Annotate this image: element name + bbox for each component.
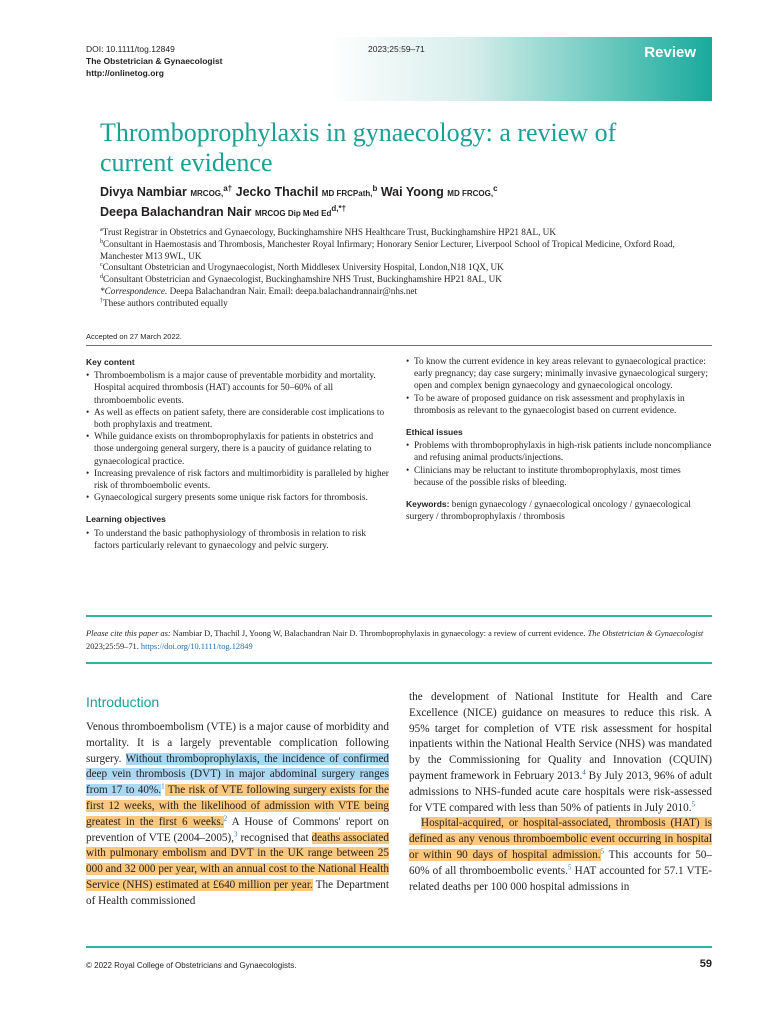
reference-link[interactable]: 3 <box>234 829 238 838</box>
page-number: 59 <box>699 958 712 970</box>
footer-rule <box>86 946 712 948</box>
body-column-2: the development of National Institute for Health and Care Excellence (NICE) guidance on measures to reduce this risk. A 95% target for completion of VTE risk assessment for hospital inpatients within the National Health Service (NHS) was mandated by the Commissioning for Quality and Innovation (CQUIN) payment framework in February 2013.$^4$ By July 2013, 96% of adult admissions to NHS-funded acute care hospitals were risk-assessed for VTE compared with less than 50% of patients in July 2010.$^5$ Hospital-acquired, or hospital-associated, thrombosis (HAT) is defined as any venous thromboembolic event occurring in hospital or within 90 days of hospital admission.$^5$ This accounts for 50–60% of all thromboembolic events.$^5$ HAT accounted for 57.1 VTE-related deaths per 100 000 hospital admissions in <box>409 691 713 893</box>
correspondence: *Correspondence. Deepa Balachandran Nair. Email: deepa.balachandrannair@nhs.net <box>100 285 418 296</box>
journal-name: The Obstetrician & Gynaecologist <box>86 56 223 66</box>
doi-line: DOI: 10.1111/tog.12849 <box>86 44 175 54</box>
list-item: • Problems with thromboprophylaxis in high-risk patients include noncompliance and refusing animal products/injections. <box>406 440 712 464</box>
key-content-heading: Key content <box>86 357 135 367</box>
journal-url[interactable]: http://onlinetog.org <box>86 68 164 78</box>
keywords: Keywords: benign gynaecology / gynaecological oncology / gynaecological surgery / thromboprophylaxis / thrombosis <box>406 499 691 523</box>
learning-objectives-list-cont <box>406 356 712 417</box>
reference-link[interactable]: 5 <box>567 863 572 872</box>
author-name: Deepa Balachandran Nair <box>100 205 252 219</box>
key-content-list <box>86 370 390 504</box>
affiliation-d: $^d$Consultant Obstetrician and Gynaecologist, Buckinghamshire NHS Trust, Buckinghamshire HP21 8AL, UK <box>100 274 502 285</box>
copyright: © 2022 Royal College of Obstetricians and Gynaecologists. <box>86 961 297 970</box>
body-column-1: Venous thromboembolism (VTE) is a major cause of morbidity and mortality. It is a largely preventable complication following surgery. Without thromboprophylaxis, the incidence of confirmed deep vein thrombosis (DVT) in major abdominal surgery ranges from 17 to 40%.$^1$ The risk of VTE following surgery exists for the first 12 weeks, with the likelihood of admission with VTE being greatest in the first 6 weeks.$^2$ A House of Commons' report on prevention of VTE (2004–2005),$^3$ recognised that deaths associated with pulmonary embolism and DVT in the UK range between 25 000 and 32 000 per year, with an annual cost to the National Health Service (NHS) estimated at £640 million per year. The Department of Health commissioned <box>86 721 389 907</box>
volume-info: 2023;25:59–71 <box>368 44 425 54</box>
section-heading-introduction: Introduction <box>86 694 160 710</box>
ethical-issues-heading: Ethical issues <box>406 427 463 438</box>
learning-objectives-list <box>86 528 390 552</box>
list-item: • To know the current evidence in key areas relevant to gynaecological practice: early pregnancy; day case surgery; minimally invasive gynaecological surgery; open and complex benign gynaecology and gynaecological oncology. <box>406 356 712 393</box>
article-title: Thromboprophylaxis in gynaecology: a review of current evidence <box>100 118 617 177</box>
list-item: • To be aware of proposed guidance on risk assessment and prophylaxis in thrombosis as relevant to the gynaecologist based on current evidence. <box>406 393 712 417</box>
doi-link[interactable]: https://doi.org/10.1111/tog.12849 <box>140 641 253 651</box>
key-content-box <box>86 356 390 552</box>
list-item: • Clinicians may be reluctant to institute thromboprophylaxis, most times because of the possible risks of bleeding. <box>406 465 712 489</box>
reference-link[interactable]: 2 <box>223 814 228 823</box>
ethical-issues-list <box>406 440 712 489</box>
reference-link[interactable]: 5 <box>691 799 696 808</box>
list-item: • Gynaecological surgery presents some unique risk factors for thrombosis. <box>86 492 390 504</box>
affiliations <box>100 227 712 310</box>
reference-link[interactable]: 1 <box>161 782 165 791</box>
highlight-orange: deaths associated with pulmonary embolism and DVT in the UK range between 25 000 and 32 000 per year, with an annual cost to the National Health Service (NHS) estimated at £640 million per year. <box>86 831 389 891</box>
reference-link[interactable]: 4 <box>582 768 586 777</box>
author-name: Divya Nambiar <box>100 185 187 199</box>
author-list: Divya Nambiar MRCOG,$^{a\dagger}$ Jecko Thachil MD FRCPath,$^b$ Wai Yoong MD FRCOG,$^c$ Deepa Balachandran Nair MRCOG Dip Med $Ed^{d,*\dagger}$ <box>100 183 498 219</box>
list-item: • To understand the basic pathophysiology of thrombosis in relation to risk factors particularly relevant to gynaecology and pelvic surgery. <box>86 528 390 552</box>
highlight-blue: Without thromboprophylaxis, the incidence of confirmed deep vein thrombosis (DVT) in major abdominal surgery ranges from 17 to 40%. <box>86 752 389 797</box>
list-item: • Thromboembolism is a major cause of preventable morbidity and mortality. Hospital acquired thrombosis (HAT) accounts for 50–60% of all thromboembolic events. <box>86 370 390 407</box>
divider-teal <box>86 615 712 617</box>
reference-link[interactable]: 5 <box>600 847 605 856</box>
learning-objectives-heading: Learning objectives <box>86 514 166 525</box>
affiliation-b: $^b$Consultant in Haemostasis and Thrombosis, Manchester Royal Infirmary; Honorary Senior Lecturer, Liverpool School of Tropical Medicine, Oxford Road, Manchester M13 9WL, UK <box>100 238 675 261</box>
highlight-orange: Hospital-acquired, or hospital-associated, thrombosis (HAT) is defined as any venous thromboembolic event occurring in hospital or within 90 days of hospital admission. <box>409 817 712 861</box>
equal-contribution-note: †These authors contributed equally <box>100 297 228 308</box>
affiliation-c: $^c$Consultant Obstetrician and Urogynaecologist, North Middlesex University Hospital, London,N18 1QX, UK <box>100 262 504 273</box>
author-name: Wai Yoong <box>380 185 444 199</box>
divider <box>86 345 712 346</box>
list-item: • As well as effects on patient safety, there are considerable cost implications to both prophylaxis and treatment. <box>86 407 390 431</box>
list-item: • Increasing prevalence of risk factors and multimorbidity is paralleled by higher risk of thromboembolic events. <box>86 468 390 492</box>
citation: Please cite this paper as: Nambiar D, Thachil J, Yoong W, Balachandran Nair D. Thromboprophylaxis in gynaecology: a review of current evidence. The Obstetrician & Gynaecologist 2023;25:59–71. https://doi.org/10.1111/tog.12849 <box>86 629 704 651</box>
section-label: Review <box>644 44 696 61</box>
highlight-orange: The risk of VTE following surgery exists for the first 12 weeks, with the likelihood of admission with VTE being greatest in the first 6 weeks. <box>86 784 389 828</box>
list-item: • While guidance exists on thromboprophylaxis for patients in obstetrics and those undergoing general surgery, there is a paucity of guidance relating to gynaecological practice. <box>86 431 390 468</box>
accepted-date: Accepted on 27 March 2022. <box>86 332 182 341</box>
author-name: Jecko Thachil <box>235 185 319 199</box>
affiliation-a: $^a$Trust Registrar in Obstetrics and Gynaecology, Buckinghamshire NHS Healthcare Trust, Buckinghamshire HP21 8AL, UK <box>100 226 556 237</box>
divider-teal <box>86 662 712 664</box>
key-content-box-right <box>406 356 712 523</box>
